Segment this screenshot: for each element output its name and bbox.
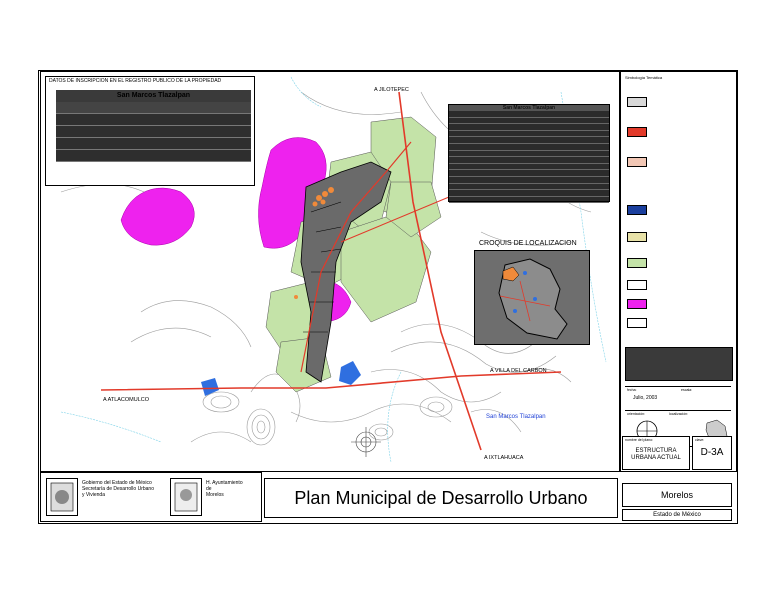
label-atlacomulco: A ATLACOMULCO — [103, 397, 150, 403]
croquis-inset — [474, 250, 590, 345]
municipal-logo — [170, 478, 202, 516]
legend-heading: Simbología Temática — [625, 75, 663, 80]
swatch-grey — [627, 97, 647, 107]
municipality-box: Morelos — [622, 483, 732, 507]
swatch-green — [627, 258, 647, 268]
legend-panel — [620, 71, 737, 472]
table-row — [56, 114, 251, 126]
state-logo — [46, 478, 78, 516]
fecha-label: fecha: — [627, 388, 637, 392]
gob-line1: Gobierno del Estado de México — [82, 480, 152, 486]
clave-label: clave: — [695, 438, 705, 442]
swatch-red — [627, 127, 647, 137]
registry-rows — [56, 102, 251, 162]
croquis-map — [475, 251, 589, 344]
table-row — [449, 144, 609, 151]
registry-table — [45, 76, 255, 186]
date-scale-box — [625, 386, 731, 412]
compass-rose — [351, 427, 381, 457]
gob-text — [82, 480, 154, 498]
label-ixtlahuaca: A IXTLAHUACA — [484, 455, 524, 461]
ayto-text — [206, 480, 243, 498]
table-row — [449, 124, 609, 131]
table-row — [56, 102, 251, 114]
land-use-table — [448, 104, 610, 202]
table-row — [449, 177, 609, 184]
plan-title: Plan Municipal de Desarrollo Urbano — [264, 478, 618, 518]
land-use-title: San Marcos Tlazalpan — [449, 105, 609, 111]
table-row — [56, 150, 251, 162]
plan-name-box — [622, 436, 690, 470]
swatch-yellow — [627, 232, 647, 242]
plan-name: ESTRUCTURA URBANA ACTUAL — [631, 448, 681, 461]
swatch-magenta — [627, 299, 647, 309]
table-row — [449, 131, 609, 138]
swatch-urban — [627, 318, 647, 328]
label-jilotepec: A JILOTEPEC — [374, 87, 409, 93]
nombre-label: nombre del plano: — [625, 438, 654, 442]
table-row — [449, 151, 609, 158]
ayto-line1: H. Ayuntamiento — [206, 480, 243, 486]
table-row — [449, 137, 609, 144]
gob-line3: y Vivienda — [82, 492, 105, 498]
swatch-salmon — [627, 157, 647, 167]
ayto-line3: Morelos — [206, 492, 224, 498]
table-row — [449, 184, 609, 191]
table-row — [449, 164, 609, 171]
magenta-zone-west — [121, 188, 194, 245]
swatch-blue — [627, 205, 647, 215]
water-body-east — [339, 361, 361, 385]
gob-line2: Secretaría de Desarrollo Urbano — [82, 486, 154, 492]
label-villa-carbon: A VILLA DEL CARBON — [490, 368, 547, 374]
table-row — [56, 138, 251, 150]
table-row — [449, 190, 609, 197]
swatch-white — [627, 280, 647, 290]
label-town: San Marcos Tlazalpan — [486, 414, 546, 420]
localizacion-label: localización: — [669, 412, 689, 416]
escala-label: escala: — [681, 388, 693, 392]
table-row — [449, 118, 609, 125]
registry-title: DATOS DE INSCRIPCION EN EL REGISTRO PUBLICO DE LA PROPIEDAD — [49, 78, 222, 84]
table-row — [449, 197, 609, 204]
croquis-label: CROQUIS DE LOCALIZACION — [479, 240, 577, 247]
table-row — [56, 126, 251, 138]
water-body-west — [201, 378, 219, 396]
fecha-value: Julio, 2003 — [633, 395, 658, 401]
road-east-west — [101, 372, 561, 390]
clave-value: D-3A — [700, 447, 724, 458]
table-row — [449, 157, 609, 164]
clave-box — [692, 436, 732, 470]
ayto-line2: de — [206, 486, 212, 492]
road-legend — [625, 347, 733, 381]
table-row — [449, 111, 609, 118]
orientacion-label: orientación: — [627, 412, 646, 416]
state-box: Estado de México — [622, 509, 732, 521]
table-row — [449, 170, 609, 177]
registry-place: San Marcos Tlazalpan — [56, 90, 251, 102]
